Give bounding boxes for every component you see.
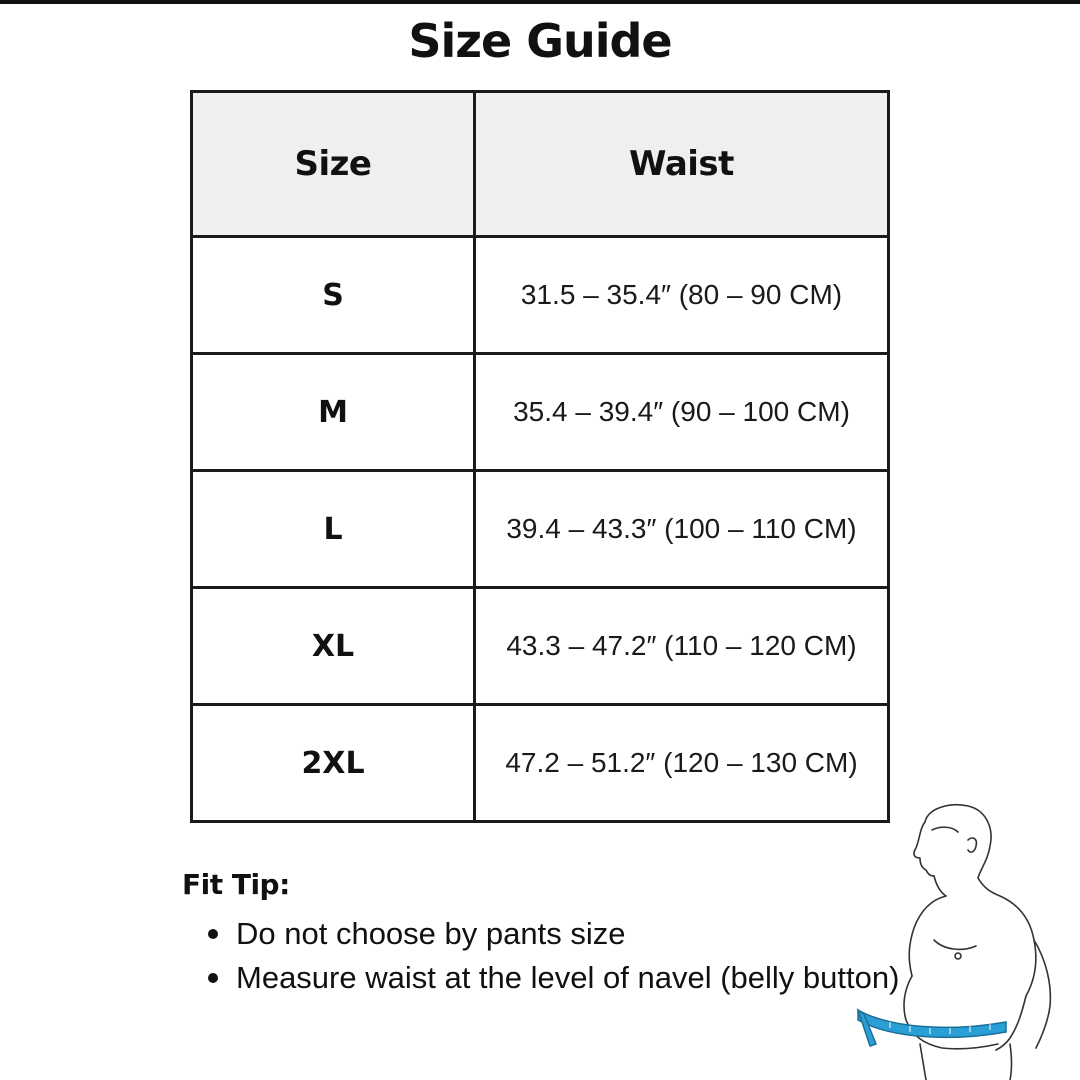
column-header-size: Size <box>192 92 475 237</box>
fit-tip-text: Do not choose by pants size <box>236 916 626 951</box>
table-row <box>192 237 889 354</box>
table-row <box>192 705 889 822</box>
top-divider <box>0 0 1080 4</box>
size-cell: L <box>192 471 475 588</box>
waist-cell: 43.3 – 47.2″ (110 – 120 CM) <box>475 588 889 705</box>
fit-tip-list <box>236 912 916 1000</box>
size-guide-table <box>190 90 890 823</box>
measuring-figure-icon <box>850 800 1080 1080</box>
list-item <box>236 956 916 1000</box>
table-header-row <box>192 92 889 237</box>
waist-cell: 35.4 – 39.4″ (90 – 100 CM) <box>475 354 889 471</box>
table-row <box>192 471 889 588</box>
size-cell: S <box>192 237 475 354</box>
page-title: Size Guide <box>408 14 672 68</box>
measuring-tape-icon <box>858 1010 1006 1046</box>
waist-cell: 47.2 – 51.2″ (120 – 130 CM) <box>475 705 889 822</box>
bullet-icon <box>208 929 218 939</box>
waist-cell: 31.5 – 35.4″ (80 – 90 CM) <box>475 237 889 354</box>
table-row <box>192 588 889 705</box>
waist-cell: 39.4 – 43.3″ (100 – 110 CM) <box>475 471 889 588</box>
column-header-waist: Waist <box>475 92 889 237</box>
size-cell: 2XL <box>192 705 475 822</box>
size-cell: XL <box>192 588 475 705</box>
size-cell: M <box>192 354 475 471</box>
table-row <box>192 354 889 471</box>
fit-tip-heading: Fit Tip: <box>182 868 290 901</box>
list-item <box>236 912 916 956</box>
fit-tip-text: Measure waist at the level of navel (belly button) <box>236 960 900 995</box>
bullet-icon <box>208 973 218 983</box>
